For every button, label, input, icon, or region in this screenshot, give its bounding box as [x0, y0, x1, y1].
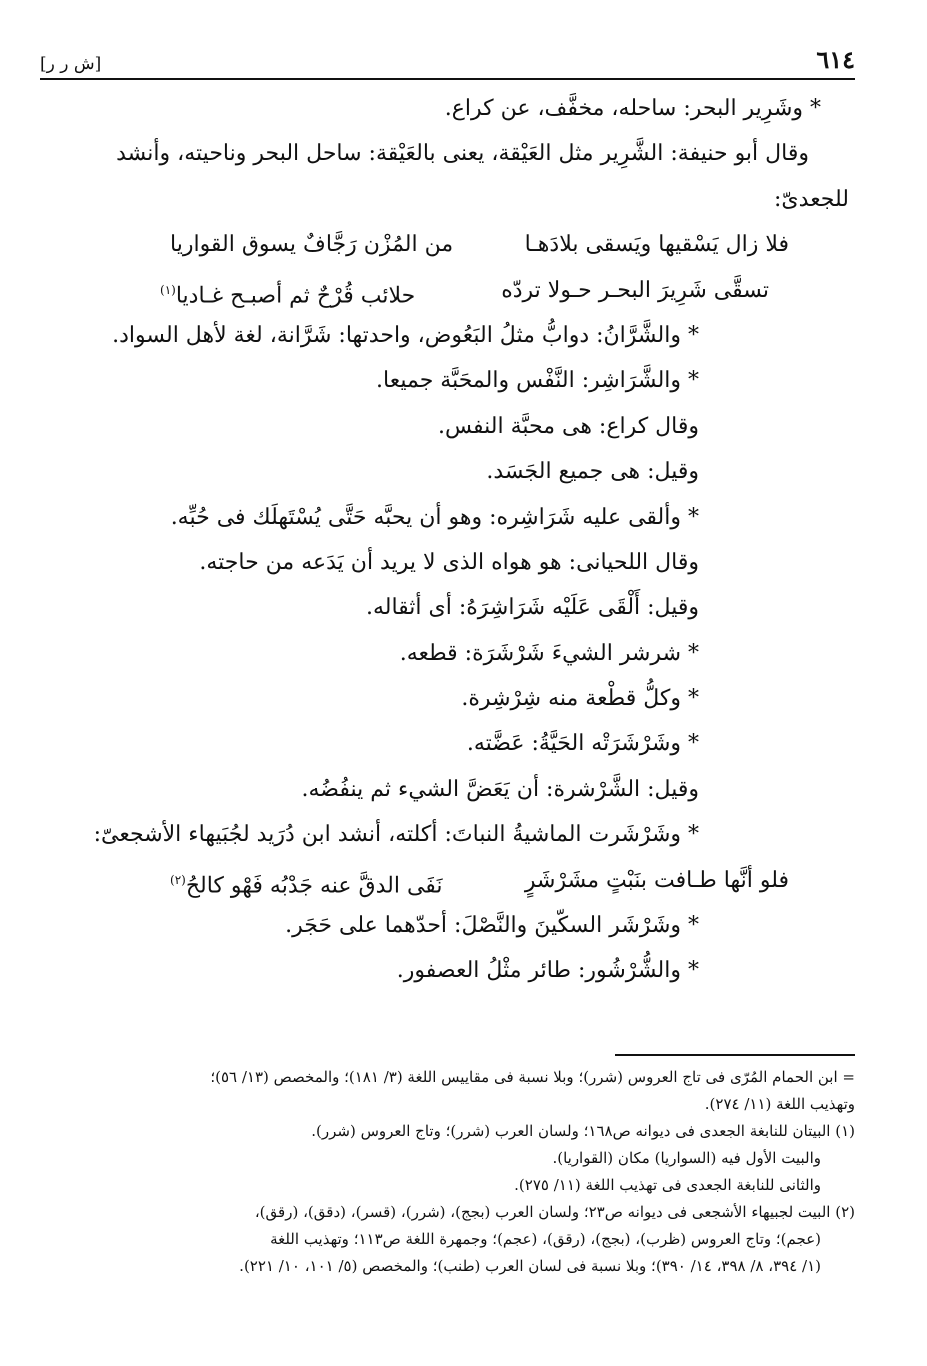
verse-text: نَفَى الدقَّ عنه جَدْبُه فَهْو كالحُ: [185, 872, 443, 898]
verse-hemistich-right: فلا زال يَسْقيها ويَسقى بلادَهـا: [524, 232, 789, 258]
footnote-line: (٢) البيت لجبيهاء الأشجعى فى ديوانه ص٢٣؛ ولسان العرب (بجج)، (شرر)، (قسر)، (دقق)، (رقق)،: [254, 1203, 855, 1221]
text-line: * وشَرْشَرت الماشيةُ النباتَ: أكلته، أنشد ابن دُرَيد لجُبَيهاء الأشجعىّ:: [93, 822, 699, 848]
text-line: وقال أبو حنيفة: الشَّرِير مثل العَيْقة، يعنى بالعَيْقة: ساحل البحر وناحيته، وأنشد: [116, 141, 809, 167]
text-line: * وشَرْشَر السكّينَ والنَّصْلَ: أحدّهما على حَجَر.: [285, 913, 699, 939]
root-tag: [ش ر ر]: [40, 54, 102, 74]
text-line: وقيل: الشَّرْشرة: أن يَعَضَّ الشيء ثم ينفُضُه.: [301, 776, 699, 802]
footnote-line: والبيت الأول فيه (السواريا) مكان (القواريا).: [552, 1149, 821, 1167]
footnote-ref: (٢): [170, 872, 186, 887]
verse-hemistich-left: من المُزْن رَجَّافٌ يسوق القواريا: [170, 232, 454, 258]
main-text: [80, 86, 849, 994]
verse-hemistich-left: [170, 858, 443, 903]
verse-line: [80, 858, 849, 903]
verse-line: [80, 268, 849, 313]
verse-hemistich-left: [160, 268, 415, 313]
text-line: * والشَّرَّانُ: دوابُّ مثلُ البَعُوض، واحدتها: شَرَّانة، لغة لأهل السواد.: [112, 322, 699, 348]
text-line: وقال كراع: هى محبَّة النفس.: [437, 413, 699, 439]
footnote-line: (عجم)؛ وتاج العروس (ظرب)، (بجج)، (رقق)، (عجم)؛ وجمهرة اللغة ص١١٣؛ وتهذيب اللغة: [270, 1230, 821, 1248]
text-line: وقيل: هى جميع الجَسَد.: [486, 459, 699, 485]
footnote-line: (١) البيتان للنابغة الجعدى فى ديوانه ص١٦٨؛ ولسان العرب (شرر)؛ وتاج العروس (شرر).: [311, 1122, 855, 1140]
verse-text: حلائب قُرْحٌ ثم أصبـح غـاديا: [175, 282, 416, 308]
footnote-ref: (١): [160, 282, 176, 297]
text-line: * وشَرِير البحر: ساحله، مخفَّف، عن كراع.: [444, 96, 821, 121]
footnotes: [78, 1064, 855, 1280]
footnote-line: وتهذيب اللغة (١١/ ٢٧٤).: [704, 1095, 855, 1113]
text-line: * شرشر الشيءَ شَرْشَرَة: قطعه.: [399, 640, 699, 666]
text-line: * وشَرْشَرَتْه الحَيَّةُ: عَضَّته.: [466, 731, 699, 757]
verse-hemistich-right: فلو أنَّها طـافت بنَبْتٍ مشَرْشَرٍ: [524, 867, 789, 893]
text-line: للجعدىّ:: [774, 186, 849, 212]
text-line: وقيل: أَلْقَى عَلَيْه شَرَاشِرَهُ: أى أثقاله.: [365, 595, 699, 621]
verse-line: [80, 222, 849, 267]
text-line: * والشُّرْشُور: طائر مثْلُ العصفور.: [396, 958, 699, 984]
footnote-separator: [615, 1054, 855, 1056]
footnote-line: = ابن الحمام المُرّى فى تاج العروس (شرر)؛ وبلا نسبة فى مقاييس اللغة (٣/ ١٨١)؛ والمخصص (١٣/ ٥٦)؛: [210, 1068, 855, 1086]
footnote-line: (١/ ٣٩٤، ٨/ ٣٩٨، ١٤/ ٣٩٠)؛ وبلا نسبة فى لسان العرب (طنب)؛ والمخصص (٥/ ١٠١، ١٠/ ٢٢١).: [239, 1257, 821, 1275]
text-line: * وألقى عليه شَرَاشِره: وهو أن يحبَّه حَتَّى يُسْتَهلَك فى حُبِّه.: [170, 504, 699, 530]
text-line: * وكلُّ قطْعة منه شِرْشِرة.: [461, 686, 699, 712]
page-number: ٦١٤: [816, 45, 855, 74]
verse-hemistich-right: تسقَّى شَرِيرَ البحـر حـولا تردّه: [501, 277, 769, 303]
page-header: [40, 38, 855, 80]
footnote-line: والثانى للنابغة الجعدى فى تهذيب اللغة (١١/ ٢٧٥).: [514, 1176, 821, 1194]
text-line: * والشَّرَاشِر: النَّفْس والمحَبَّة جميعا.: [376, 368, 699, 394]
text-line: وقال اللحيانى: هو هواه الذى لا يريد أن يَدَعه من حاجته.: [199, 549, 699, 575]
